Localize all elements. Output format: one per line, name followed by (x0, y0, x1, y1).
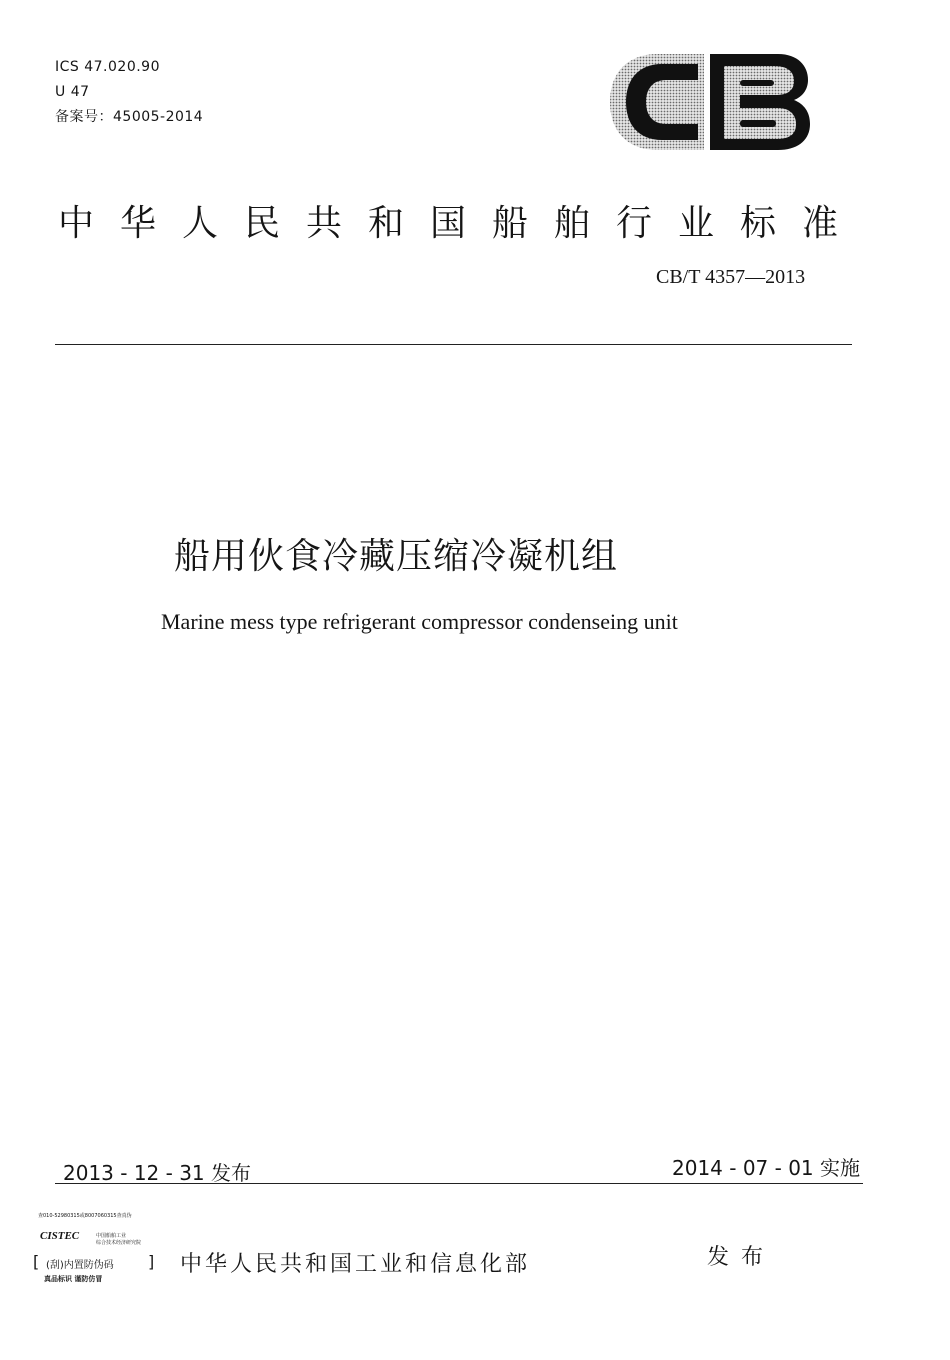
bottom-divider (55, 1183, 863, 1184)
label-bracket-right: ] (148, 1252, 155, 1271)
top-divider (55, 344, 852, 345)
label-org-line1: 中国船舶工业 (96, 1233, 127, 1239)
document-title-en: Marine mess type refrigerant compressor condenseing unit (161, 609, 678, 634)
label-organization (96, 1233, 141, 1247)
publisher: 中华人民共和国工业和信息化部 (180, 1252, 531, 1277)
implementation-date: 2014 - 07 - 01 实施 (672, 1156, 861, 1180)
cb-logo (606, 50, 812, 154)
label-brand: CISTEC (40, 1230, 80, 1242)
filing-number: 备案号：45005-2014 (55, 109, 204, 125)
publish-word: 发布 (707, 1245, 776, 1270)
standard-code: CB/T 4357—2013 (656, 266, 806, 288)
standard-title: 中华人民共和国船舶行业标准 (58, 203, 865, 244)
label-scratch-code: (刮)内置防伪码 (46, 1260, 114, 1271)
document-title-cn: 船用伙食冷藏压缩冷凝机组 (174, 536, 619, 577)
label-org-line2: 综合技术经济研究院 (96, 1240, 142, 1246)
ics-code: ICS 47.020.90 (55, 59, 160, 75)
classification-codes (55, 55, 203, 130)
label-bracket-left: [ (33, 1252, 40, 1271)
issue-date: 2013 - 12 - 31 发布 (63, 1161, 252, 1185)
verification-line: 查010-52980315或8007060315查真伪 (38, 1213, 132, 1219)
label-authentic-note: 真品标识 谨防仿冒 (44, 1275, 103, 1283)
classification-code: U 47 (55, 84, 90, 100)
